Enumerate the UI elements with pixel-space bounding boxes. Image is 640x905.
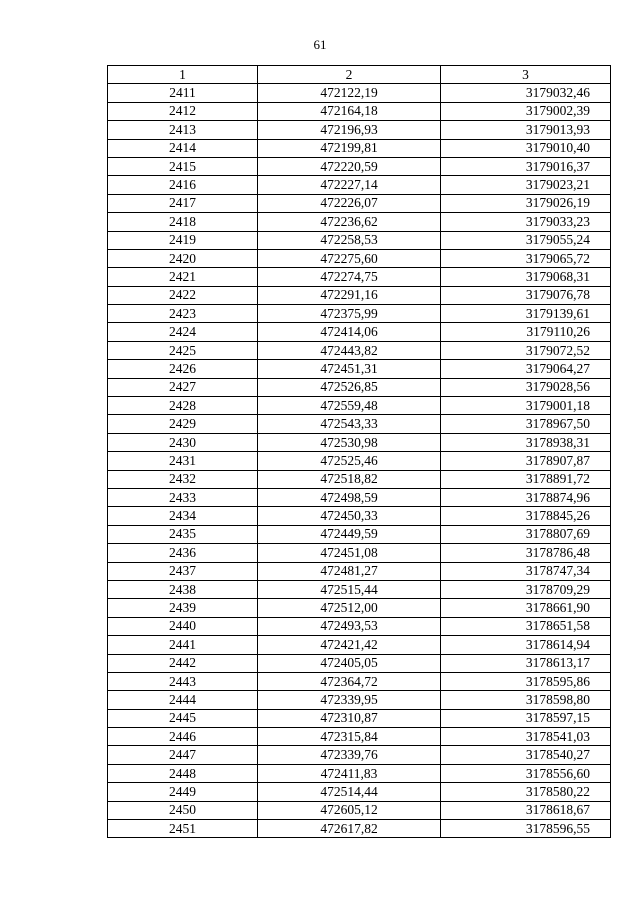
x-coordinate-cell: 472617,82 xyxy=(258,820,441,838)
x-coordinate-cell: 472226,07 xyxy=(258,194,441,212)
y-coordinate-cell: 3179023,21 xyxy=(441,176,611,194)
x-coordinate-cell: 472375,99 xyxy=(258,305,441,323)
table-row xyxy=(108,507,611,525)
x-coordinate-cell: 472421,42 xyxy=(258,636,441,654)
x-coordinate-cell: 472526,85 xyxy=(258,378,441,396)
table-row xyxy=(108,801,611,819)
x-coordinate-cell: 472315,84 xyxy=(258,728,441,746)
y-coordinate-cell: 3179064,27 xyxy=(441,360,611,378)
table-row xyxy=(108,544,611,562)
point-number-cell: 2430 xyxy=(108,433,258,451)
x-coordinate-cell: 472227,14 xyxy=(258,176,441,194)
table-row xyxy=(108,194,611,212)
y-coordinate-cell: 3179002,39 xyxy=(441,102,611,120)
point-number-cell: 2412 xyxy=(108,102,258,120)
point-number-cell: 2413 xyxy=(108,121,258,139)
point-number-cell: 2443 xyxy=(108,672,258,690)
table-header-row xyxy=(108,66,611,84)
y-coordinate-cell: 3178967,50 xyxy=(441,415,611,433)
table-row xyxy=(108,728,611,746)
column-header-2: 2 xyxy=(258,66,441,84)
table-row xyxy=(108,286,611,304)
table-row xyxy=(108,231,611,249)
table-row xyxy=(108,452,611,470)
table-row xyxy=(108,783,611,801)
x-coordinate-cell: 472220,59 xyxy=(258,157,441,175)
y-coordinate-cell: 3178891,72 xyxy=(441,470,611,488)
point-number-cell: 2411 xyxy=(108,84,258,102)
y-coordinate-cell: 3178540,27 xyxy=(441,746,611,764)
table-row xyxy=(108,709,611,727)
x-coordinate-cell: 472543,33 xyxy=(258,415,441,433)
x-coordinate-cell: 472443,82 xyxy=(258,341,441,359)
point-number-cell: 2440 xyxy=(108,617,258,635)
x-coordinate-cell: 472122,19 xyxy=(258,84,441,102)
point-number-cell: 2414 xyxy=(108,139,258,157)
y-coordinate-cell: 3178541,03 xyxy=(441,728,611,746)
table-row xyxy=(108,599,611,617)
y-coordinate-cell: 3178709,29 xyxy=(441,580,611,598)
point-number-cell: 2416 xyxy=(108,176,258,194)
y-coordinate-cell: 3178614,94 xyxy=(441,636,611,654)
x-coordinate-cell: 472414,06 xyxy=(258,323,441,341)
y-coordinate-cell: 3179072,52 xyxy=(441,341,611,359)
point-number-cell: 2429 xyxy=(108,415,258,433)
y-coordinate-cell: 3178613,17 xyxy=(441,654,611,672)
table-row xyxy=(108,84,611,102)
table-row xyxy=(108,691,611,709)
y-coordinate-cell: 3179001,18 xyxy=(441,397,611,415)
table-row xyxy=(108,636,611,654)
point-number-cell: 2427 xyxy=(108,378,258,396)
table-row xyxy=(108,580,611,598)
x-coordinate-cell: 472514,44 xyxy=(258,783,441,801)
point-number-cell: 2417 xyxy=(108,194,258,212)
y-coordinate-cell: 3178747,34 xyxy=(441,562,611,580)
table-row xyxy=(108,102,611,120)
point-number-cell: 2415 xyxy=(108,157,258,175)
table-row xyxy=(108,746,611,764)
coordinates-table xyxy=(107,65,611,838)
point-number-cell: 2436 xyxy=(108,544,258,562)
y-coordinate-cell: 3178595,86 xyxy=(441,672,611,690)
table-row xyxy=(108,562,611,580)
table-row xyxy=(108,176,611,194)
table-row xyxy=(108,157,611,175)
column-header-3: 3 xyxy=(441,66,611,84)
point-number-cell: 2431 xyxy=(108,452,258,470)
point-number-cell: 2424 xyxy=(108,323,258,341)
x-coordinate-cell: 472310,87 xyxy=(258,709,441,727)
y-coordinate-cell: 3178556,60 xyxy=(441,764,611,782)
table-row xyxy=(108,525,611,543)
x-coordinate-cell: 472405,05 xyxy=(258,654,441,672)
point-number-cell: 2434 xyxy=(108,507,258,525)
y-coordinate-cell: 3178598,80 xyxy=(441,691,611,709)
column-header-1: 1 xyxy=(108,66,258,84)
x-coordinate-cell: 472515,44 xyxy=(258,580,441,598)
y-coordinate-cell: 3178580,22 xyxy=(441,783,611,801)
point-number-cell: 2439 xyxy=(108,599,258,617)
x-coordinate-cell: 472559,48 xyxy=(258,397,441,415)
x-coordinate-cell: 472451,08 xyxy=(258,544,441,562)
x-coordinate-cell: 472481,27 xyxy=(258,562,441,580)
x-coordinate-cell: 472339,76 xyxy=(258,746,441,764)
table-row xyxy=(108,249,611,267)
y-coordinate-cell: 3178596,55 xyxy=(441,820,611,838)
table-row xyxy=(108,617,611,635)
table-row xyxy=(108,268,611,286)
point-number-cell: 2428 xyxy=(108,397,258,415)
point-number-cell: 2423 xyxy=(108,305,258,323)
table-row xyxy=(108,433,611,451)
point-number-cell: 2444 xyxy=(108,691,258,709)
x-coordinate-cell: 472258,53 xyxy=(258,231,441,249)
point-number-cell: 2449 xyxy=(108,783,258,801)
x-coordinate-cell: 472525,46 xyxy=(258,452,441,470)
y-coordinate-cell: 3178597,15 xyxy=(441,709,611,727)
y-coordinate-cell: 3179110,26 xyxy=(441,323,611,341)
table-row xyxy=(108,139,611,157)
table-row xyxy=(108,305,611,323)
y-coordinate-cell: 3179065,72 xyxy=(441,249,611,267)
point-number-cell: 2442 xyxy=(108,654,258,672)
y-coordinate-cell: 3178786,48 xyxy=(441,544,611,562)
y-coordinate-cell: 3179033,23 xyxy=(441,213,611,231)
point-number-cell: 2445 xyxy=(108,709,258,727)
x-coordinate-cell: 472199,81 xyxy=(258,139,441,157)
table-row xyxy=(108,397,611,415)
x-coordinate-cell: 472196,93 xyxy=(258,121,441,139)
x-coordinate-cell: 472449,59 xyxy=(258,525,441,543)
y-coordinate-cell: 3179013,93 xyxy=(441,121,611,139)
y-coordinate-cell: 3178938,31 xyxy=(441,433,611,451)
y-coordinate-cell: 3178845,26 xyxy=(441,507,611,525)
table-row xyxy=(108,415,611,433)
point-number-cell: 2447 xyxy=(108,746,258,764)
y-coordinate-cell: 3179068,31 xyxy=(441,268,611,286)
y-coordinate-cell: 3179016,37 xyxy=(441,157,611,175)
point-number-cell: 2419 xyxy=(108,231,258,249)
x-coordinate-cell: 472291,16 xyxy=(258,286,441,304)
x-coordinate-cell: 472411,83 xyxy=(258,764,441,782)
table-row xyxy=(108,323,611,341)
y-coordinate-cell: 3179032,46 xyxy=(441,84,611,102)
point-number-cell: 2435 xyxy=(108,525,258,543)
table-row xyxy=(108,341,611,359)
y-coordinate-cell: 3178907,87 xyxy=(441,452,611,470)
point-number-cell: 2451 xyxy=(108,820,258,838)
point-number-cell: 2441 xyxy=(108,636,258,654)
point-number-cell: 2432 xyxy=(108,470,258,488)
y-coordinate-cell: 3179076,78 xyxy=(441,286,611,304)
table-body xyxy=(108,84,611,838)
table-row xyxy=(108,764,611,782)
y-coordinate-cell: 3178807,69 xyxy=(441,525,611,543)
y-coordinate-cell: 3178874,96 xyxy=(441,488,611,506)
x-coordinate-cell: 472512,00 xyxy=(258,599,441,617)
table-row xyxy=(108,121,611,139)
point-number-cell: 2433 xyxy=(108,488,258,506)
x-coordinate-cell: 472274,75 xyxy=(258,268,441,286)
point-number-cell: 2420 xyxy=(108,249,258,267)
x-coordinate-cell: 472236,62 xyxy=(258,213,441,231)
x-coordinate-cell: 472530,98 xyxy=(258,433,441,451)
x-coordinate-cell: 472498,59 xyxy=(258,488,441,506)
x-coordinate-cell: 472275,60 xyxy=(258,249,441,267)
point-number-cell: 2421 xyxy=(108,268,258,286)
point-number-cell: 2422 xyxy=(108,286,258,304)
point-number-cell: 2425 xyxy=(108,341,258,359)
x-coordinate-cell: 472518,82 xyxy=(258,470,441,488)
table-row xyxy=(108,820,611,838)
x-coordinate-cell: 472339,95 xyxy=(258,691,441,709)
point-number-cell: 2450 xyxy=(108,801,258,819)
x-coordinate-cell: 472450,33 xyxy=(258,507,441,525)
point-number-cell: 2418 xyxy=(108,213,258,231)
x-coordinate-cell: 472493,53 xyxy=(258,617,441,635)
table-row xyxy=(108,654,611,672)
table-row xyxy=(108,360,611,378)
y-coordinate-cell: 3178661,90 xyxy=(441,599,611,617)
point-number-cell: 2438 xyxy=(108,580,258,598)
y-coordinate-cell: 3178651,58 xyxy=(441,617,611,635)
y-coordinate-cell: 3179010,40 xyxy=(441,139,611,157)
x-coordinate-cell: 472364,72 xyxy=(258,672,441,690)
point-number-cell: 2426 xyxy=(108,360,258,378)
x-coordinate-cell: 472451,31 xyxy=(258,360,441,378)
table-row xyxy=(108,672,611,690)
point-number-cell: 2437 xyxy=(108,562,258,580)
table-row xyxy=(108,213,611,231)
y-coordinate-cell: 3179139,61 xyxy=(441,305,611,323)
y-coordinate-cell: 3179026,19 xyxy=(441,194,611,212)
x-coordinate-cell: 472164,18 xyxy=(258,102,441,120)
table-row xyxy=(108,488,611,506)
point-number-cell: 2448 xyxy=(108,764,258,782)
page-number: 61 xyxy=(313,37,327,52)
table-row xyxy=(108,470,611,488)
y-coordinate-cell: 3179055,24 xyxy=(441,231,611,249)
y-coordinate-cell: 3178618,67 xyxy=(441,801,611,819)
table-row xyxy=(108,378,611,396)
point-number-cell: 2446 xyxy=(108,728,258,746)
y-coordinate-cell: 3179028,56 xyxy=(441,378,611,396)
x-coordinate-cell: 472605,12 xyxy=(258,801,441,819)
